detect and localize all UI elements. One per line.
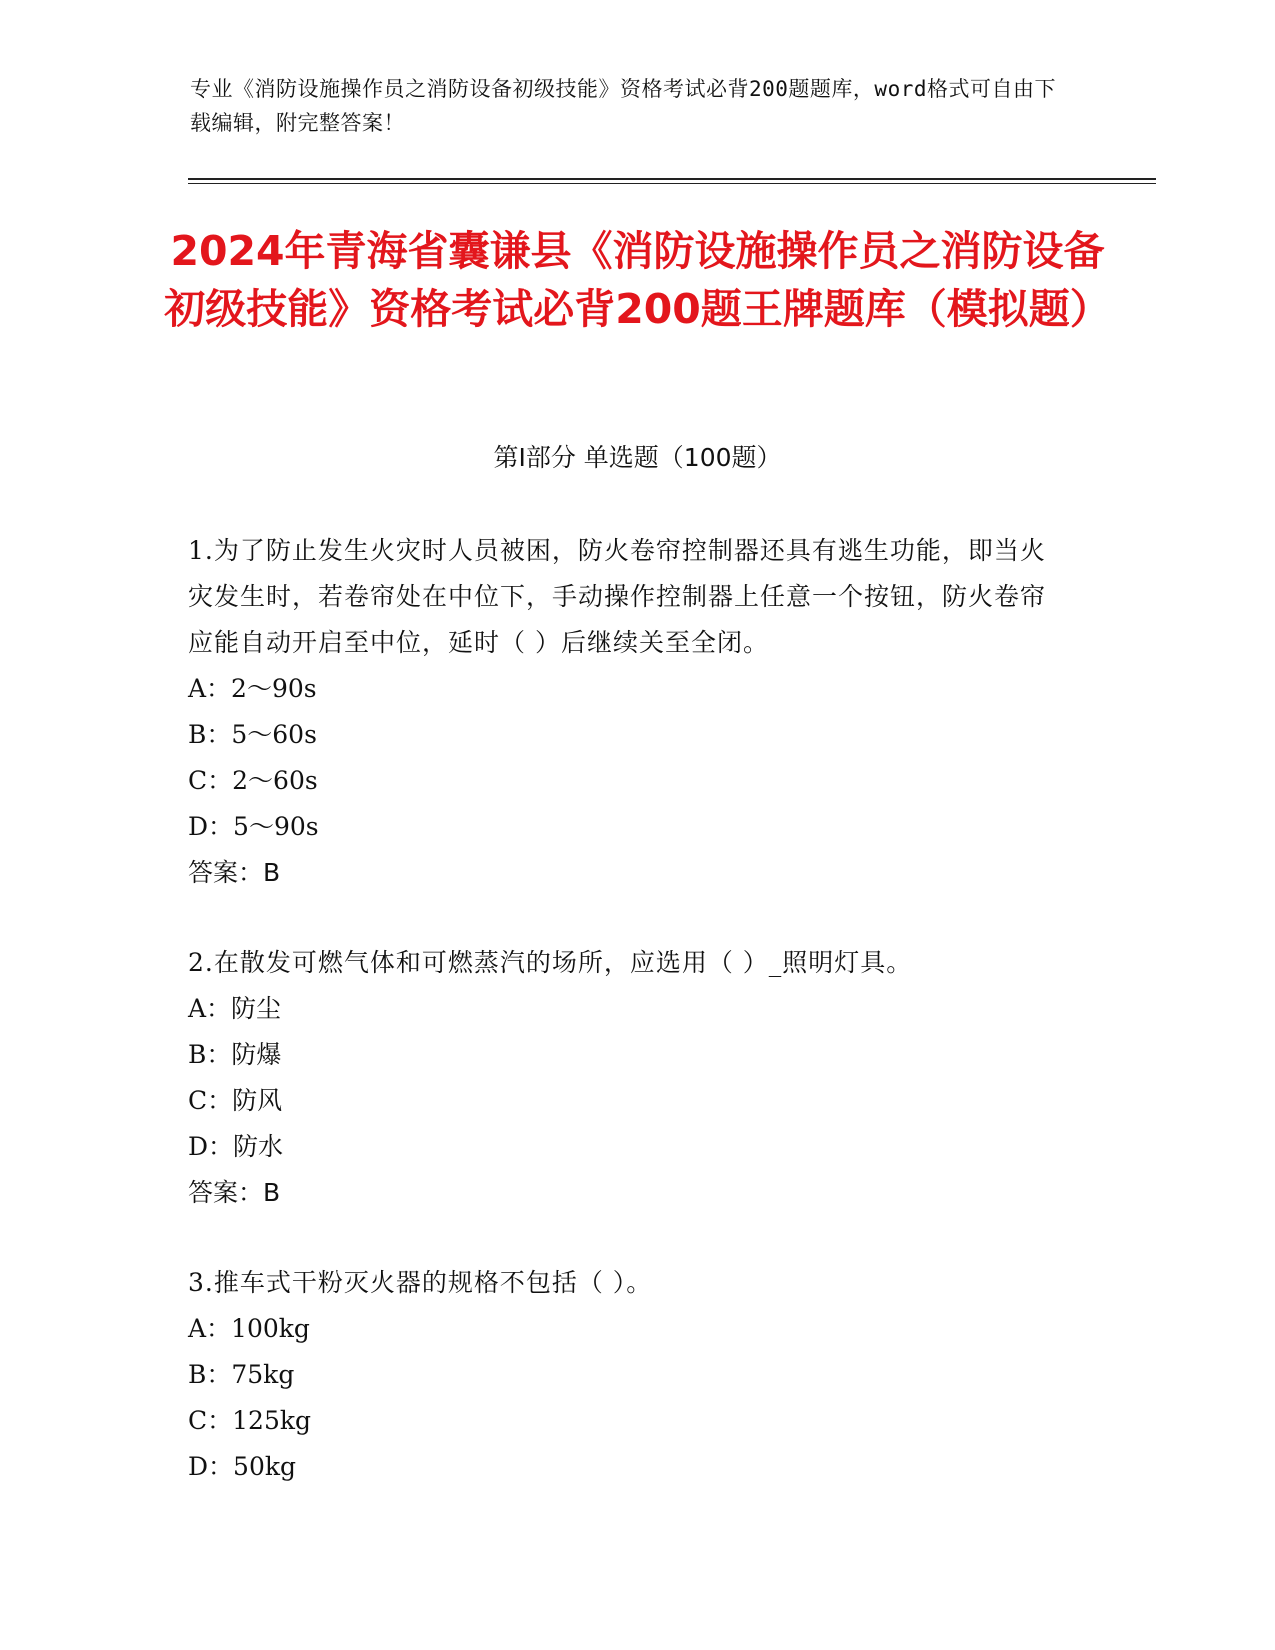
question-stem: 1.为了防止发生火灾时人员被困，防火卷帘控制器还具有逃生功能，即当火灾发生时，若卷帘处在中位下，手动操作控制器上任意一个按钮，防火卷帘应能自动开启至中位，延时（ ）后继续关至全闭。 [188,536,1047,657]
question-3 [188,1260,1068,1490]
option-b: B：75kg [188,1360,295,1389]
question-list [188,528,1068,1490]
option-d: D：50kg [188,1452,297,1481]
answer: 答案：B [188,858,281,887]
question-spacer [188,896,1068,940]
question-stem: 2.在散发可燃气体和可燃蒸汽的场所，应选用（ ）_照明灯具。 [188,948,913,977]
option-a: A：2～90s [188,674,317,703]
header-divider-thick [188,178,1156,180]
option-d: D：防水 [188,1132,284,1161]
option-c: C：防风 [188,1086,283,1115]
header-note: 专业《消防设施操作员之消防设备初级技能》资格考试必背200题题库，word格式可自由下载编辑，附完整答案！ [190,77,1056,135]
option-b: B：5～60s [188,720,317,749]
option-c: C：125kg [188,1406,311,1435]
question-2 [188,940,1068,1216]
answer: 答案：B [188,1178,281,1207]
question-1 [188,528,1068,896]
question-spacer [188,1216,1068,1260]
header-divider-thin [188,183,1156,184]
question-stem: 3.推车式干粉灭火器的规格不包括（ ）。 [188,1268,653,1297]
document-title: 2024年青海省囊谦县《消防设施操作员之消防设备初级技能》资格考试必背200题王牌题库（模拟题） [164,227,1111,333]
option-c: C：2～60s [188,766,318,795]
option-d: D：5～90s [188,812,319,841]
option-a: A：100kg [188,1314,310,1343]
section-title: 第Ⅰ部分 单选题（100题） [493,443,782,472]
option-b: B：防爆 [188,1040,282,1069]
option-a: A：防尘 [188,994,282,1023]
